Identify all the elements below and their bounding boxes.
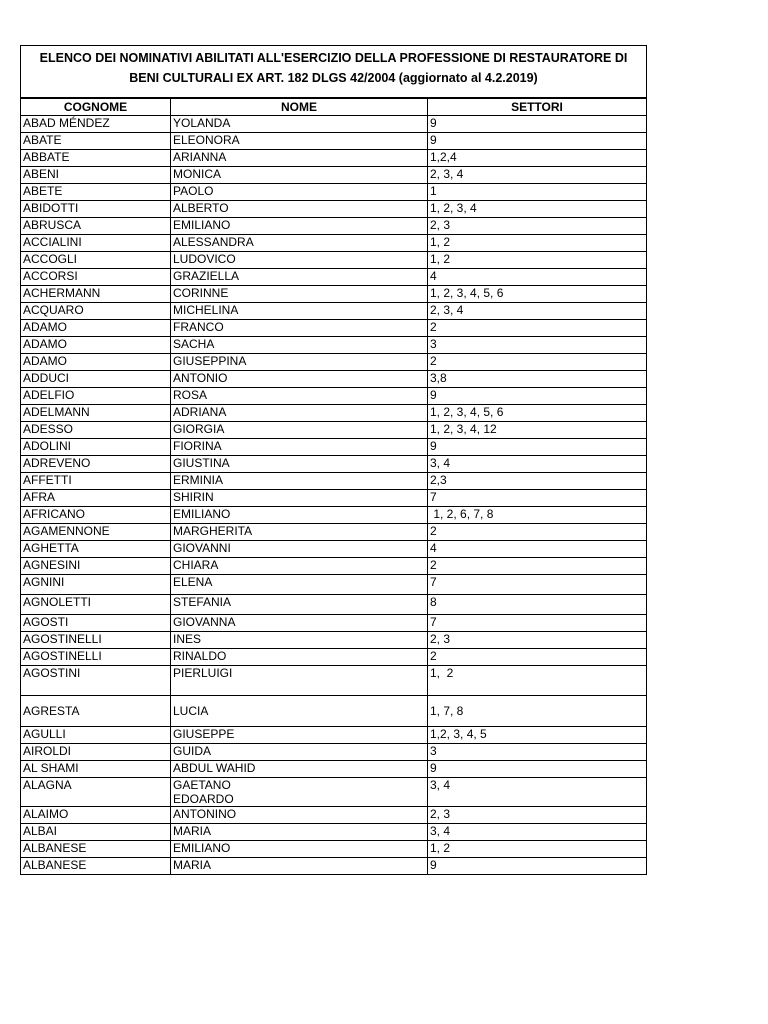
cell-settori: 2 xyxy=(428,320,647,337)
cell-cognome: AGOSTINELLI xyxy=(21,632,171,649)
cell-settori: 2,3 xyxy=(428,473,647,490)
table-row xyxy=(21,696,647,727)
cell-settori: 1, 7, 8 xyxy=(428,696,647,727)
cell-nome: ELEONORA xyxy=(171,133,428,150)
cell-cognome: AGOSTINI xyxy=(21,666,171,696)
table-row xyxy=(21,666,647,696)
table-body xyxy=(21,116,647,875)
table-row xyxy=(21,252,647,269)
column-header-cognome: COGNOME xyxy=(21,98,171,116)
cell-settori: 3,8 xyxy=(428,371,647,388)
cell-cognome: ABAD MÉNDEZ xyxy=(21,116,171,133)
cell-settori: 3, 4 xyxy=(428,824,647,841)
cell-cognome: ADOLINI xyxy=(21,439,171,456)
cell-cognome: AL SHAMI xyxy=(21,761,171,778)
cell-cognome: AGOSTINELLI xyxy=(21,649,171,666)
restorers-table xyxy=(20,45,647,875)
table-row xyxy=(21,371,647,388)
table-row xyxy=(21,167,647,184)
table-row xyxy=(21,235,647,252)
table-row xyxy=(21,303,647,320)
table-row xyxy=(21,439,647,456)
table-row xyxy=(21,286,647,303)
table-row xyxy=(21,841,647,858)
cell-nome: ELENA xyxy=(171,575,428,595)
cell-settori: 9 xyxy=(428,761,647,778)
cell-nome: GIUSEPPINA xyxy=(171,354,428,371)
table-row xyxy=(21,727,647,744)
cell-nome: ANTONINO xyxy=(171,807,428,824)
cell-settori: 1,2, 3, 4, 5 xyxy=(428,727,647,744)
table-row xyxy=(21,320,647,337)
cell-settori: 9 xyxy=(428,116,647,133)
cell-nome: ABDUL WAHID xyxy=(171,761,428,778)
cell-nome: ADRIANA xyxy=(171,405,428,422)
cell-settori: 1, 2, 6, 7, 8 xyxy=(428,507,647,524)
table-row xyxy=(21,184,647,201)
table-row xyxy=(21,858,647,875)
cell-nome: RINALDO xyxy=(171,649,428,666)
table-row xyxy=(21,558,647,575)
cell-nome xyxy=(171,778,428,807)
cell-cognome: ADELMANN xyxy=(21,405,171,422)
cell-settori: 9 xyxy=(428,858,647,875)
cell-cognome: ACCOGLI xyxy=(21,252,171,269)
cell-cognome: ALBANESE xyxy=(21,858,171,875)
cell-cognome: ALAGNA xyxy=(21,778,171,807)
cell-nome: EMILIANO xyxy=(171,841,428,858)
table-row xyxy=(21,473,647,490)
cell-cognome: ABETE xyxy=(21,184,171,201)
cell-cognome: AGULLI xyxy=(21,727,171,744)
cell-nome: STEFANIA xyxy=(171,595,428,615)
cell-settori: 1, 2, 3, 4, 12 xyxy=(428,422,647,439)
cell-cognome: ALAIMO xyxy=(21,807,171,824)
cell-cognome: ACCIALINI xyxy=(21,235,171,252)
cell-cognome: ADAMO xyxy=(21,320,171,337)
cell-settori: 9 xyxy=(428,439,647,456)
cell-settori: 1, 2, 3, 4, 5, 6 xyxy=(428,405,647,422)
cell-settori: 2 xyxy=(428,558,647,575)
cell-settori: 3, 4 xyxy=(428,456,647,473)
table-row xyxy=(21,388,647,405)
cell-settori: 2, 3 xyxy=(428,632,647,649)
table-row xyxy=(21,575,647,595)
table-row xyxy=(21,524,647,541)
cell-settori: 9 xyxy=(428,133,647,150)
cell-cognome: AGRESTA xyxy=(21,696,171,727)
cell-cognome: ADESSO xyxy=(21,422,171,439)
cell-nome: LUDOVICO xyxy=(171,252,428,269)
cell-nome: ALBERTO xyxy=(171,201,428,218)
cell-nome: CORINNE xyxy=(171,286,428,303)
document-title: ELENCO DEI NOMINATIVI ABILITATI ALL'ESERCIZIO DELLA PROFESSIONE DI RESTAURATORE DI BENI CULTURALI EX ART. 182 DLGS 42/2004 (aggiornato al 4.2.2019) xyxy=(21,46,647,99)
cell-cognome: AGOSTI xyxy=(21,615,171,632)
table-row xyxy=(21,337,647,354)
cell-nome: MARGHERITA xyxy=(171,524,428,541)
cell-nome: PIERLUIGI xyxy=(171,666,428,696)
cell-settori: 2, 3 xyxy=(428,218,647,235)
cell-cognome: AGAMENNONE xyxy=(21,524,171,541)
cell-cognome: AFRA xyxy=(21,490,171,507)
cell-nome: EMILIANO xyxy=(171,218,428,235)
cell-cognome: AFFETTI xyxy=(21,473,171,490)
cell-cognome: ACQUARO xyxy=(21,303,171,320)
cell-cognome: AGNOLETTI xyxy=(21,595,171,615)
cell-nome: PAOLO xyxy=(171,184,428,201)
cell-cognome: ACHERMANN xyxy=(21,286,171,303)
cell-settori: 1, 2 xyxy=(428,666,647,696)
cell-nome: ERMINIA xyxy=(171,473,428,490)
cell-nome: GIUSTINA xyxy=(171,456,428,473)
table-row xyxy=(21,541,647,558)
cell-nome: LUCIA xyxy=(171,696,428,727)
cell-cognome: ALBANESE xyxy=(21,841,171,858)
cell-settori: 1, 2, 3, 4 xyxy=(428,201,647,218)
cell-settori: 2, 3, 4 xyxy=(428,167,647,184)
table-row xyxy=(21,778,647,807)
table-row xyxy=(21,807,647,824)
cell-nome: CHIARA xyxy=(171,558,428,575)
column-header-nome: NOME xyxy=(171,98,428,116)
cell-cognome: ABBATE xyxy=(21,150,171,167)
cell-nome: ALESSANDRA xyxy=(171,235,428,252)
cell-cognome: ADDUCI xyxy=(21,371,171,388)
cell-settori: 1, 2 xyxy=(428,252,647,269)
cell-settori: 4 xyxy=(428,541,647,558)
cell-cognome: ADELFIO xyxy=(21,388,171,405)
cell-cognome: AGHETTA xyxy=(21,541,171,558)
cell-settori: 9 xyxy=(428,388,647,405)
cell-cognome: ABRUSCA xyxy=(21,218,171,235)
cell-settori: 7 xyxy=(428,490,647,507)
cell-cognome: ALBAI xyxy=(21,824,171,841)
cell-nome: EMILIANO xyxy=(171,507,428,524)
table-row xyxy=(21,824,647,841)
cell-cognome: ABENI xyxy=(21,167,171,184)
cell-settori: 2, 3, 4 xyxy=(428,303,647,320)
cell-settori: 2 xyxy=(428,649,647,666)
cell-nome: INES xyxy=(171,632,428,649)
table-row xyxy=(21,354,647,371)
cell-settori: 2, 3 xyxy=(428,807,647,824)
cell-settori: 3, 4 xyxy=(428,778,647,807)
cell-nome: GIOVANNA xyxy=(171,615,428,632)
cell-nome: GIUSEPPE xyxy=(171,727,428,744)
cell-cognome: AGNINI xyxy=(21,575,171,595)
cell-settori: 1, 2 xyxy=(428,235,647,252)
table-row xyxy=(21,269,647,286)
cell-nome: MICHELINA xyxy=(171,303,428,320)
table-row xyxy=(21,595,647,615)
cell-cognome: ACCORSI xyxy=(21,269,171,286)
cell-settori: 3 xyxy=(428,337,647,354)
cell-settori: 8 xyxy=(428,595,647,615)
cell-cognome: ADAMO xyxy=(21,354,171,371)
table-row xyxy=(21,615,647,632)
cell-cognome: ABATE xyxy=(21,133,171,150)
cell-nome: MARIA xyxy=(171,824,428,841)
cell-nome: FRANCO xyxy=(171,320,428,337)
cell-settori: 3 xyxy=(428,744,647,761)
cell-nome: SACHA xyxy=(171,337,428,354)
table-row xyxy=(21,744,647,761)
cell-nome: MONICA xyxy=(171,167,428,184)
cell-cognome: ABIDOTTI xyxy=(21,201,171,218)
cell-cognome: AFRICANO xyxy=(21,507,171,524)
cell-settori: 7 xyxy=(428,575,647,595)
table-row xyxy=(21,632,647,649)
cell-nome: ROSA xyxy=(171,388,428,405)
cell-nome: GIOVANNI xyxy=(171,541,428,558)
cell-settori: 1 xyxy=(428,184,647,201)
table-row xyxy=(21,490,647,507)
cell-nome: GIORGIA xyxy=(171,422,428,439)
table-row xyxy=(21,761,647,778)
cell-nome: SHIRIN xyxy=(171,490,428,507)
cell-cognome: AGNESINI xyxy=(21,558,171,575)
cell-nome: MARIA xyxy=(171,858,428,875)
cell-cognome: ADREVENO xyxy=(21,456,171,473)
table-row xyxy=(21,507,647,524)
cell-nome-line: GAETANO xyxy=(173,778,231,792)
cell-nome-line: EDOARDO xyxy=(173,792,234,806)
table-row xyxy=(21,456,647,473)
cell-settori: 7 xyxy=(428,615,647,632)
table-row xyxy=(21,422,647,439)
cell-settori: 1, 2, 3, 4, 5, 6 xyxy=(428,286,647,303)
table-row xyxy=(21,116,647,133)
cell-settori: 4 xyxy=(428,269,647,286)
cell-nome: GRAZIELLA xyxy=(171,269,428,286)
cell-settori: 1, 2 xyxy=(428,841,647,858)
cell-nome: GUIDA xyxy=(171,744,428,761)
table-row xyxy=(21,201,647,218)
table-row xyxy=(21,133,647,150)
cell-nome: ANTONIO xyxy=(171,371,428,388)
table-row xyxy=(21,150,647,167)
cell-nome: YOLANDA xyxy=(171,116,428,133)
cell-settori: 2 xyxy=(428,524,647,541)
cell-settori: 2 xyxy=(428,354,647,371)
column-header-settori: SETTORI xyxy=(428,98,647,116)
table-row xyxy=(21,405,647,422)
table-row xyxy=(21,218,647,235)
cell-cognome: ADAMO xyxy=(21,337,171,354)
cell-cognome: AIROLDI xyxy=(21,744,171,761)
cell-settori: 1,2,4 xyxy=(428,150,647,167)
table-row xyxy=(21,649,647,666)
cell-nome: FIORINA xyxy=(171,439,428,456)
cell-nome: ARIANNA xyxy=(171,150,428,167)
